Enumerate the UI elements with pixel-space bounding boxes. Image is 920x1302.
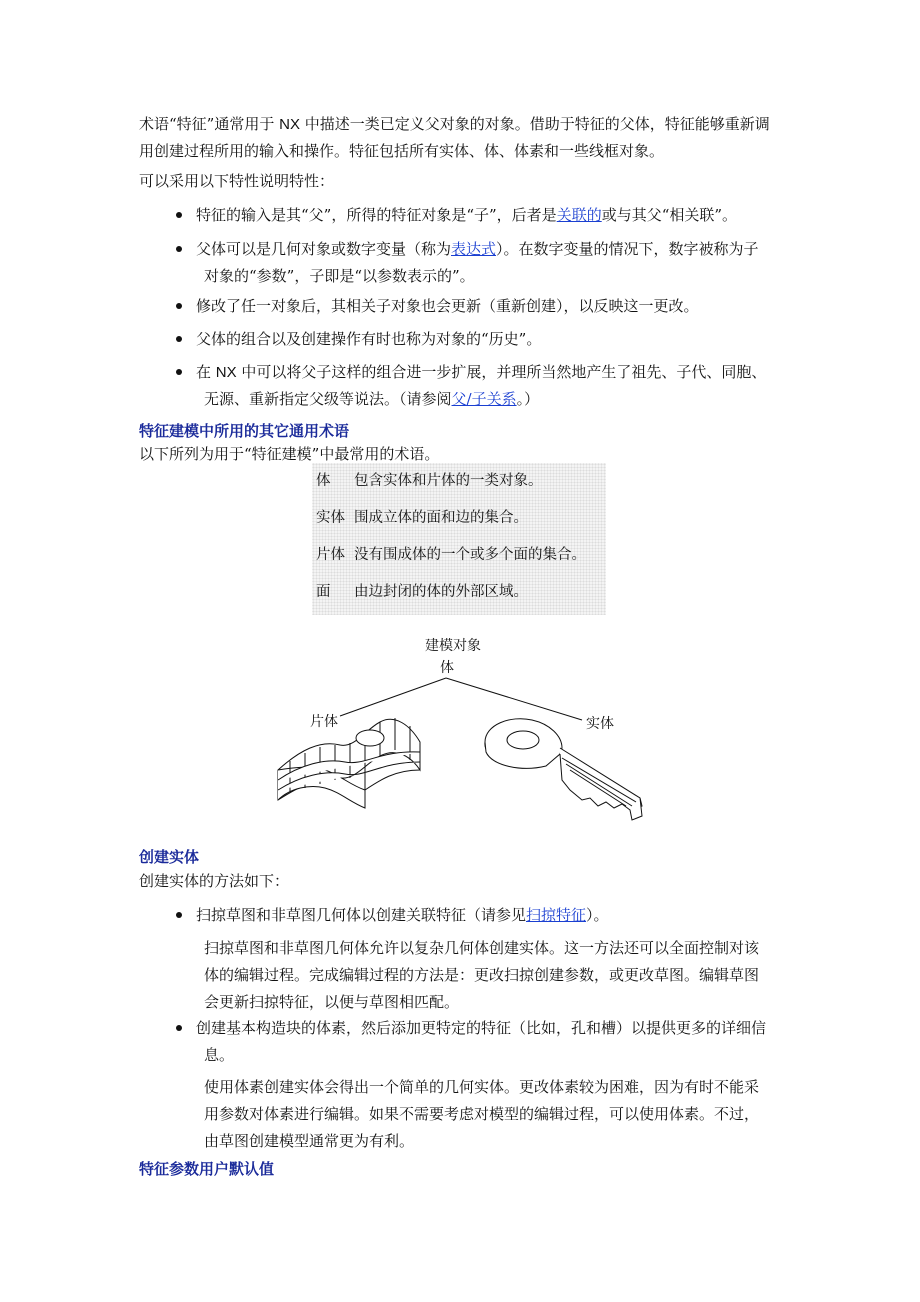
method2-detail (204, 1074, 784, 1155)
detail-text: 由草图创建模型通常更为有利。 (204, 1132, 415, 1150)
term-row (316, 471, 543, 491)
section-heading-create-solid: 创建实体 (139, 848, 200, 866)
sweep-feature-link[interactable]: 扫掠特征 (526, 906, 587, 924)
method1-detail (204, 935, 784, 1016)
bullet-dot-icon (176, 1025, 182, 1031)
bullet-text: 或与其父“相关联”。 (601, 206, 738, 224)
bullet-text: 特征的输入是其“父”，所得的特征对象是“子”，后者是 (196, 206, 557, 224)
terms-table (312, 463, 606, 615)
diagram-root-label: 体 (440, 659, 454, 675)
term-row (316, 582, 528, 602)
bullet-text: 。） (516, 390, 540, 408)
bullet-dot-icon (176, 212, 182, 218)
term-definition: 由边封闭的体的外部区域。 (354, 584, 528, 600)
bullet-text: ）。 (586, 906, 609, 924)
associative-link[interactable]: 关联的 (556, 206, 602, 224)
diagram-solid-label: 实体 (586, 715, 614, 731)
term-name: 面 (316, 584, 331, 600)
nx-term: NX (215, 364, 237, 381)
section-heading-terms: 特征建模中所用的其它通用术语 (139, 422, 350, 440)
term-definition: 包含实体和片体的一类对象。 (354, 473, 543, 489)
bullet-text: 父体的组合以及创建操作有时也称为对象的“历史”。 (196, 330, 542, 348)
term-row (316, 545, 586, 565)
detail-text: 体的编辑过程。完成编辑过程的方法是：更改扫掠创建参数，或更改草图。编辑草图 (204, 966, 760, 984)
bullet-text: 修改了任一对象后，其相关子对象也会更新（重新创建），以反映这一更改。 (196, 297, 699, 315)
bullet-text: 无源、重新指定父级等说法。（请参阅 (204, 390, 452, 408)
term-definition: 没有围成体的一个或多个面的集合。 (354, 547, 586, 563)
intro-paragraph (139, 111, 789, 165)
term-name: 实体 (316, 510, 345, 526)
diagram-sheet-label: 片体 (310, 713, 338, 729)
bullet-text: 息。 (204, 1046, 235, 1064)
bullet-item (176, 293, 786, 320)
diagram-title: 建模对象 (425, 637, 481, 653)
bullet-item (176, 236, 786, 290)
bullet-item (176, 1015, 786, 1069)
detail-text: 会更新扫掠特征，以便与草图相匹配。 (204, 993, 460, 1011)
terms-intro: 以下所列为用于“特征建模”中最常用的术语。 (139, 445, 440, 463)
term-name: 体 (316, 473, 331, 489)
solid-key-icon (485, 719, 642, 820)
bullet-item (176, 202, 786, 229)
bullet-dot-icon (176, 912, 182, 918)
bullet-dot-icon (176, 303, 182, 309)
sheet-body-icon (278, 718, 420, 808)
parent-child-link[interactable]: 父/子关系 (451, 390, 517, 408)
bullet-text: 在 (196, 363, 216, 381)
bullet-text: 中可以将父子这样的组合进一步扩展，并理所当然地产生了祖先、子代、同胞、 (236, 363, 767, 381)
bullet-dot-icon (176, 336, 182, 342)
term-definition: 围成立体的面和边的集合。 (354, 510, 528, 526)
detail-text: 用参数对体素进行编辑。如果不需要考虑对模型的编辑过程，可以使用体素。不过， (204, 1105, 760, 1123)
term-name: 片体 (316, 547, 345, 563)
bullet-text: 对象的“参数”，子即是“以参数表示的”。 (204, 267, 475, 285)
bullet-item (176, 326, 786, 353)
term-row (316, 508, 528, 528)
bullet-text: 父体可以是几何对象或数字变量（称为 (196, 240, 452, 258)
properties-lead: 可以采用以下特性说明特性： (139, 172, 335, 190)
create-solid-intro: 创建实体的方法如下： (139, 872, 290, 890)
nx-term: NX (279, 116, 300, 133)
expression-link[interactable]: 表达式 (451, 240, 497, 258)
bullet-item (176, 902, 786, 929)
intro-text: 术语“特征”通常用于 (139, 115, 280, 133)
tree-lines (340, 678, 582, 720)
modeling-objects-diagram (270, 630, 650, 825)
section-heading-defaults: 特征参数用户默认值 (139, 1160, 275, 1178)
detail-text: 使用体素创建实体会得出一个简单的几何实体。更改体素较为困难，因为有时不能采 (204, 1078, 760, 1096)
bullet-text: ）。在数字变量的情况下，数字被称为子 (496, 240, 759, 258)
bullet-dot-icon (176, 246, 182, 252)
bullet-item (176, 359, 786, 413)
bullet-text: 扫掠草图和非草图几何体以创建关联特征（请参见 (196, 906, 527, 924)
bullet-text: 创建基本构造块的体素，然后添加更特定的特征（比如，孔和槽）以提供更多的详细信 (196, 1019, 767, 1037)
intro-text: 中描述一类已定义父对象的对象。借助于特征的父体，特征能够重新调 (299, 115, 770, 133)
intro-text: 用创建过程所用的输入和操作。特征包括所有实体、体、体素和一些线框对象。 (139, 142, 665, 160)
detail-text: 扫掠草图和非草图几何体允许以复杂几何体创建实体。这一方法还可以全面控制对该 (204, 939, 760, 957)
bullet-dot-icon (176, 369, 182, 375)
